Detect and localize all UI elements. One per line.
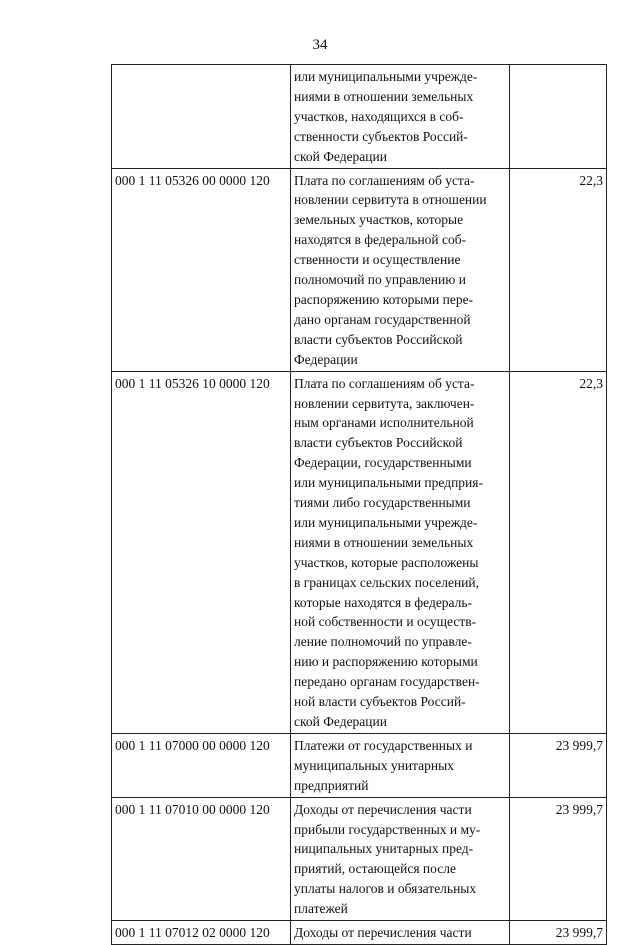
amount-cell: 23 999,7 [510, 797, 607, 920]
budget-code-cell: 000 1 11 05326 10 0000 120 [112, 371, 291, 733]
description-line: участков, находящихся в соб- [294, 108, 464, 124]
budget-table [111, 64, 607, 945]
amount-cell: 23 999,7 [510, 733, 607, 797]
description-cell [291, 371, 510, 733]
table-row [112, 371, 607, 733]
description-line: ниципальных унитарных пред- [294, 841, 474, 857]
description-line: новлении сервитута в отношении [294, 192, 487, 208]
description-line: нию и распоряжению которыми [294, 654, 478, 670]
budget-code-cell: 000 1 11 05326 00 0000 120 [112, 168, 291, 371]
description-line: Доходы от перечисления части [294, 925, 472, 941]
description-line: ной власти субъектов Россий- [294, 694, 466, 710]
description-line: в границах сельских поселений, [294, 574, 479, 590]
table-row [112, 168, 607, 371]
description-line: предприятий [294, 777, 369, 793]
table-row [112, 921, 607, 945]
description-line: платежей [294, 901, 348, 917]
description-line: распоряжению которыми пере- [294, 291, 474, 307]
description-line: участков, которые расположены [294, 554, 479, 570]
description-line: ственности и осуществление [294, 252, 461, 268]
description-line: приятий, остающейся после [294, 861, 456, 877]
description-line: новлении сервитута, заключен- [294, 395, 475, 411]
description-line: Плата по соглашениям об уста- [294, 375, 475, 391]
amount-cell: 23 999,7 [510, 921, 607, 945]
description-line: находятся в федеральной соб- [294, 232, 467, 248]
description-line: власти субъектов Российской [294, 331, 463, 347]
table-row [112, 797, 607, 920]
description-line: Доходы от перечисления части [294, 801, 472, 817]
description-line: ственности субъектов Россий- [294, 128, 468, 144]
description-line: ской Федерации [294, 148, 387, 164]
budget-code-cell: 000 1 11 07012 02 0000 120 [112, 921, 291, 945]
budget-table-body [112, 65, 607, 945]
description-line: Плата по соглашениям об уста- [294, 172, 475, 188]
description-line: ным органами исполнительной [294, 415, 474, 431]
description-line: ской Федерации [294, 714, 387, 729]
description-line: уплаты налогов и обязательных [294, 881, 477, 897]
description-cell [291, 921, 510, 945]
description-cell [291, 733, 510, 797]
description-cell [291, 65, 510, 169]
description-line: тиями либо государственными [294, 495, 471, 511]
description-line: ниями в отношении земельных [294, 534, 474, 550]
budget-code-cell: 000 1 11 07000 00 0000 120 [112, 733, 291, 797]
table-row [112, 65, 607, 169]
description-line: муниципальных унитарных [294, 757, 454, 773]
amount-cell [510, 65, 607, 169]
description-line: полномочий по управлению и [294, 272, 466, 288]
page-number: 34 [312, 37, 328, 53]
description-line: или муниципальными учрежде- [294, 69, 478, 84]
description-line: ниями в отношении земельных [294, 88, 474, 104]
description-line: которые находятся в федераль- [294, 594, 473, 610]
description-line: власти субъектов Российской [294, 435, 463, 451]
description-line: земельных участков, которые [294, 212, 464, 228]
description-line: или муниципальными предприя- [294, 475, 483, 491]
description-line: Платежи от государственных и [294, 737, 473, 753]
description-line: прибыли государственных и му- [294, 821, 481, 837]
amount-cell: 22,3 [510, 371, 607, 733]
table-row [112, 733, 607, 797]
description-line: Федерации, государственными [294, 455, 472, 471]
description-cell [291, 168, 510, 371]
budget-code-cell: 000 1 11 07010 00 0000 120 [112, 797, 291, 920]
description-line: дано органам государственной [294, 311, 471, 327]
description-cell [291, 797, 510, 920]
description-line: ление полномочий по управле- [294, 634, 472, 650]
budget-code-cell [112, 65, 291, 169]
description-line: или муниципальными учрежде- [294, 514, 478, 530]
description-line: передано органам государствен- [294, 674, 480, 690]
description-line: ной собственности и осуществ- [294, 614, 477, 630]
description-line: Федерации [294, 351, 358, 367]
amount-cell: 22,3 [510, 168, 607, 371]
